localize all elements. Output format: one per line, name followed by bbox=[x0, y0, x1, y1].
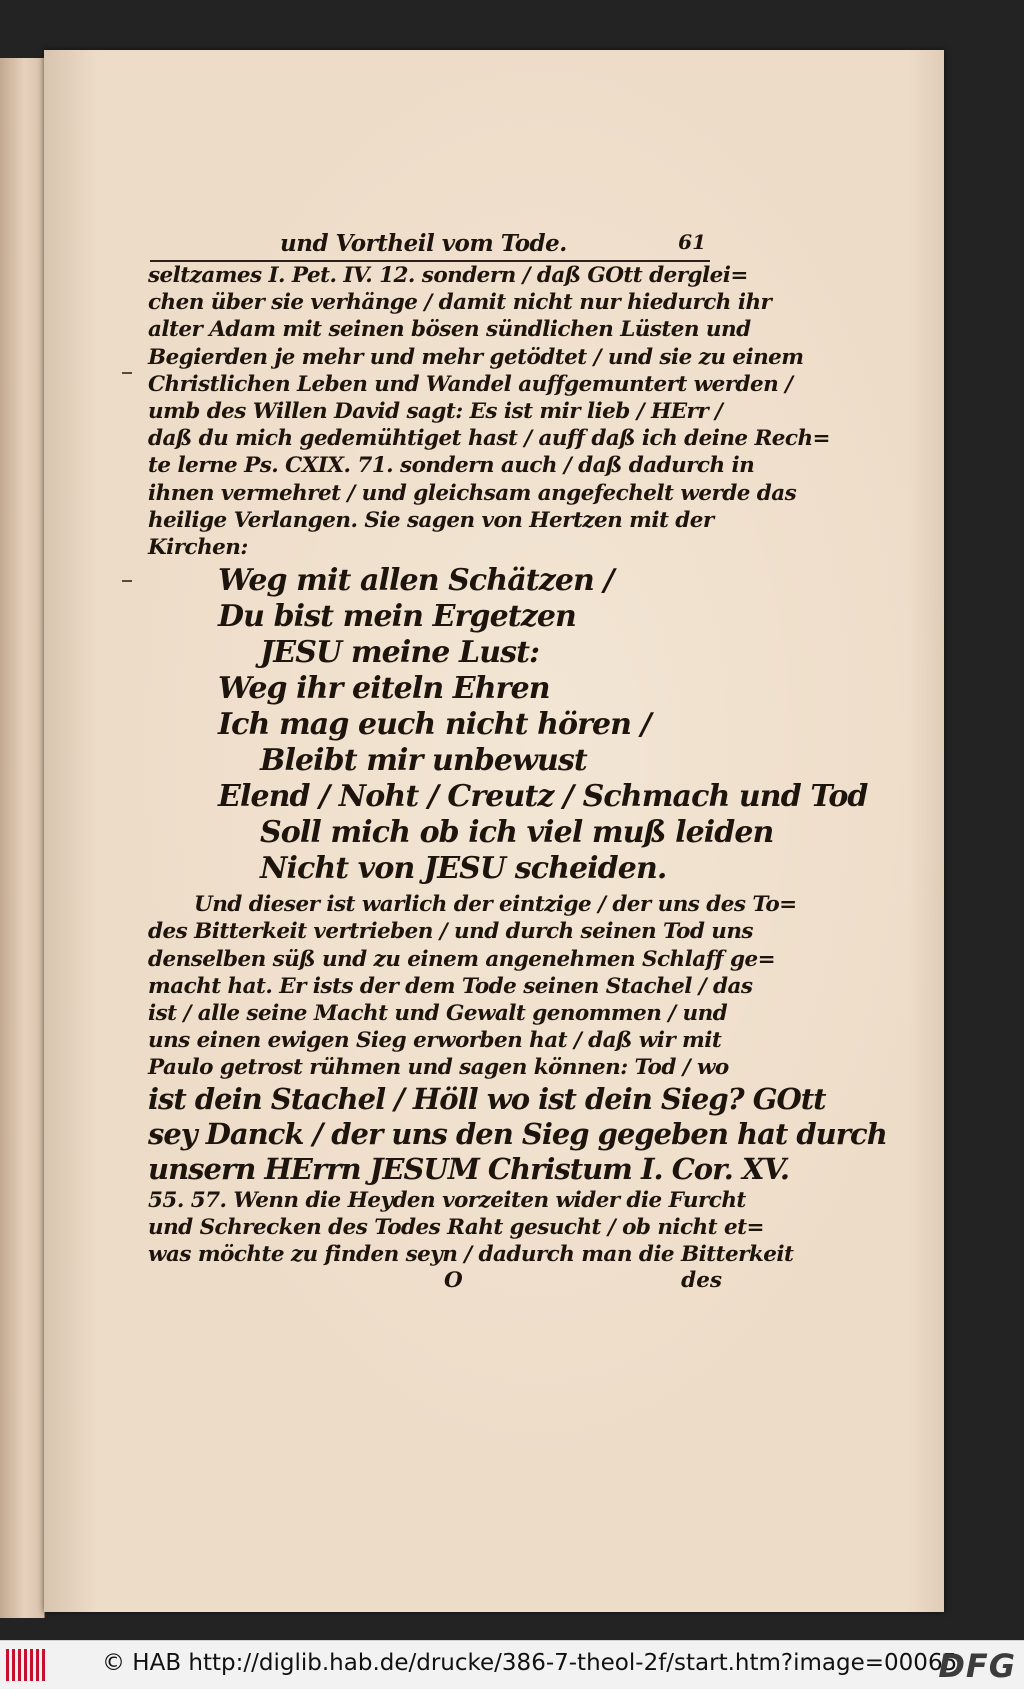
verse-line: Soll mich ob ich viel muß leiden bbox=[260, 815, 774, 851]
verse-line: JESU meine Lust: bbox=[260, 635, 540, 671]
paragraph-2 bbox=[148, 891, 887, 1296]
signature-mark: O bbox=[444, 1268, 463, 1294]
page-text bbox=[148, 262, 887, 1296]
text-line: ihnen vermehret / und gleichsam angefechelt werde das bbox=[148, 480, 797, 506]
text-line: chen über sie verhänge / damit nicht nur hiedurch ihr bbox=[148, 290, 772, 316]
text-line: uns einen ewigen Sieg erworben hat / daß wir mit bbox=[148, 1028, 722, 1054]
running-title: und Vortheil vom Tode. bbox=[280, 230, 567, 257]
dfg-logo: DFG bbox=[938, 1647, 1016, 1685]
verse-line: Du bist mein Ergetzen bbox=[218, 599, 576, 635]
text-line: denselben süß und zu einem angenehmen Schlaff ge= bbox=[148, 946, 776, 972]
paragraph-1 bbox=[148, 262, 831, 561]
text-line: heilige Verlangen. Sie sagen von Hertzen mit der bbox=[148, 507, 714, 533]
page-footer-line bbox=[148, 1268, 722, 1296]
footer-bar bbox=[0, 1640, 1024, 1689]
margin-mark bbox=[122, 372, 132, 374]
verse-line: Bleibt mir unbewust bbox=[260, 743, 587, 779]
text-line: macht hat. Er ists der dem Tode seinen Stachel / das bbox=[148, 973, 753, 999]
text-line: und Schrecken des Todes Raht gesucht / ob nicht et= bbox=[148, 1214, 764, 1240]
verse-line: Elend / Noht / Creutz / Schmach und Tod bbox=[218, 779, 868, 815]
verse-line: Weg mit allen Schätzen / bbox=[218, 563, 614, 599]
text-line: Kirchen: bbox=[148, 535, 248, 561]
scripture-quote-line: unsern HErrn JESUM Christum I. Cor. XV. bbox=[148, 1151, 789, 1186]
text-line: alter Adam mit seinen bösen sündlichen Lüsten und bbox=[148, 317, 751, 343]
text-line: daß du mich gedemühtiget hast / auff daß ich deine Rech= bbox=[148, 426, 831, 452]
scripture-quote-line: sey Danck / der uns den Sieg gegeben hat durch bbox=[148, 1116, 887, 1151]
previous-page-edge bbox=[0, 58, 45, 1618]
verse-line: Nicht von JESU scheiden. bbox=[260, 851, 667, 887]
source-attribution[interactable]: © HAB http://diglib.hab.de/drucke/386-7-theol-2f/start.htm?image=00065 bbox=[102, 1650, 958, 1676]
page-number: 61 bbox=[678, 230, 706, 254]
text-line: Begierden je mehr und mehr getödtet / und sie zu einem bbox=[148, 344, 804, 370]
text-line: Christlichen Leben und Wandel auffgemuntert werden / bbox=[148, 371, 793, 397]
running-header bbox=[150, 228, 710, 262]
text-line: Und dieser ist warlich der eintzige / der uns des To= bbox=[194, 892, 797, 918]
hab-logo-icon bbox=[6, 1649, 46, 1681]
catchword: des bbox=[681, 1268, 722, 1294]
verse-line: Weg ihr eiteln Ehren bbox=[218, 671, 550, 707]
text-line: was möchte zu finden seyn / dadurch man die Bitterkeit bbox=[148, 1242, 794, 1268]
text-line: seltzames I. Pet. IV. 12. sondern / daß GOtt derglei= bbox=[148, 263, 748, 288]
verse-line: Ich mag euch nicht hören / bbox=[218, 707, 651, 743]
text-line: te lerne Ps. CXIX. 71. sondern auch / daß dadurch in bbox=[148, 453, 755, 479]
text-line: 55. 57. Wenn die Heyden vorzeiten wider die Furcht bbox=[148, 1187, 746, 1213]
text-line: ist / alle seine Macht und Gewalt genommen / und bbox=[148, 1001, 728, 1027]
text-line: Paulo getrost rühmen und sagen können: Tod / wo bbox=[148, 1055, 729, 1081]
text-line: umb des Willen David sagt: Es ist mir lieb / HErr / bbox=[148, 399, 723, 425]
text-line: des Bitterkeit vertrieben / und durch seinen Tod uns bbox=[148, 919, 753, 945]
margin-mark bbox=[122, 580, 132, 582]
scripture-quote-line: ist dein Stachel / Höll wo ist dein Sieg? GOtt bbox=[148, 1081, 826, 1116]
hymn-verse bbox=[148, 563, 868, 887]
